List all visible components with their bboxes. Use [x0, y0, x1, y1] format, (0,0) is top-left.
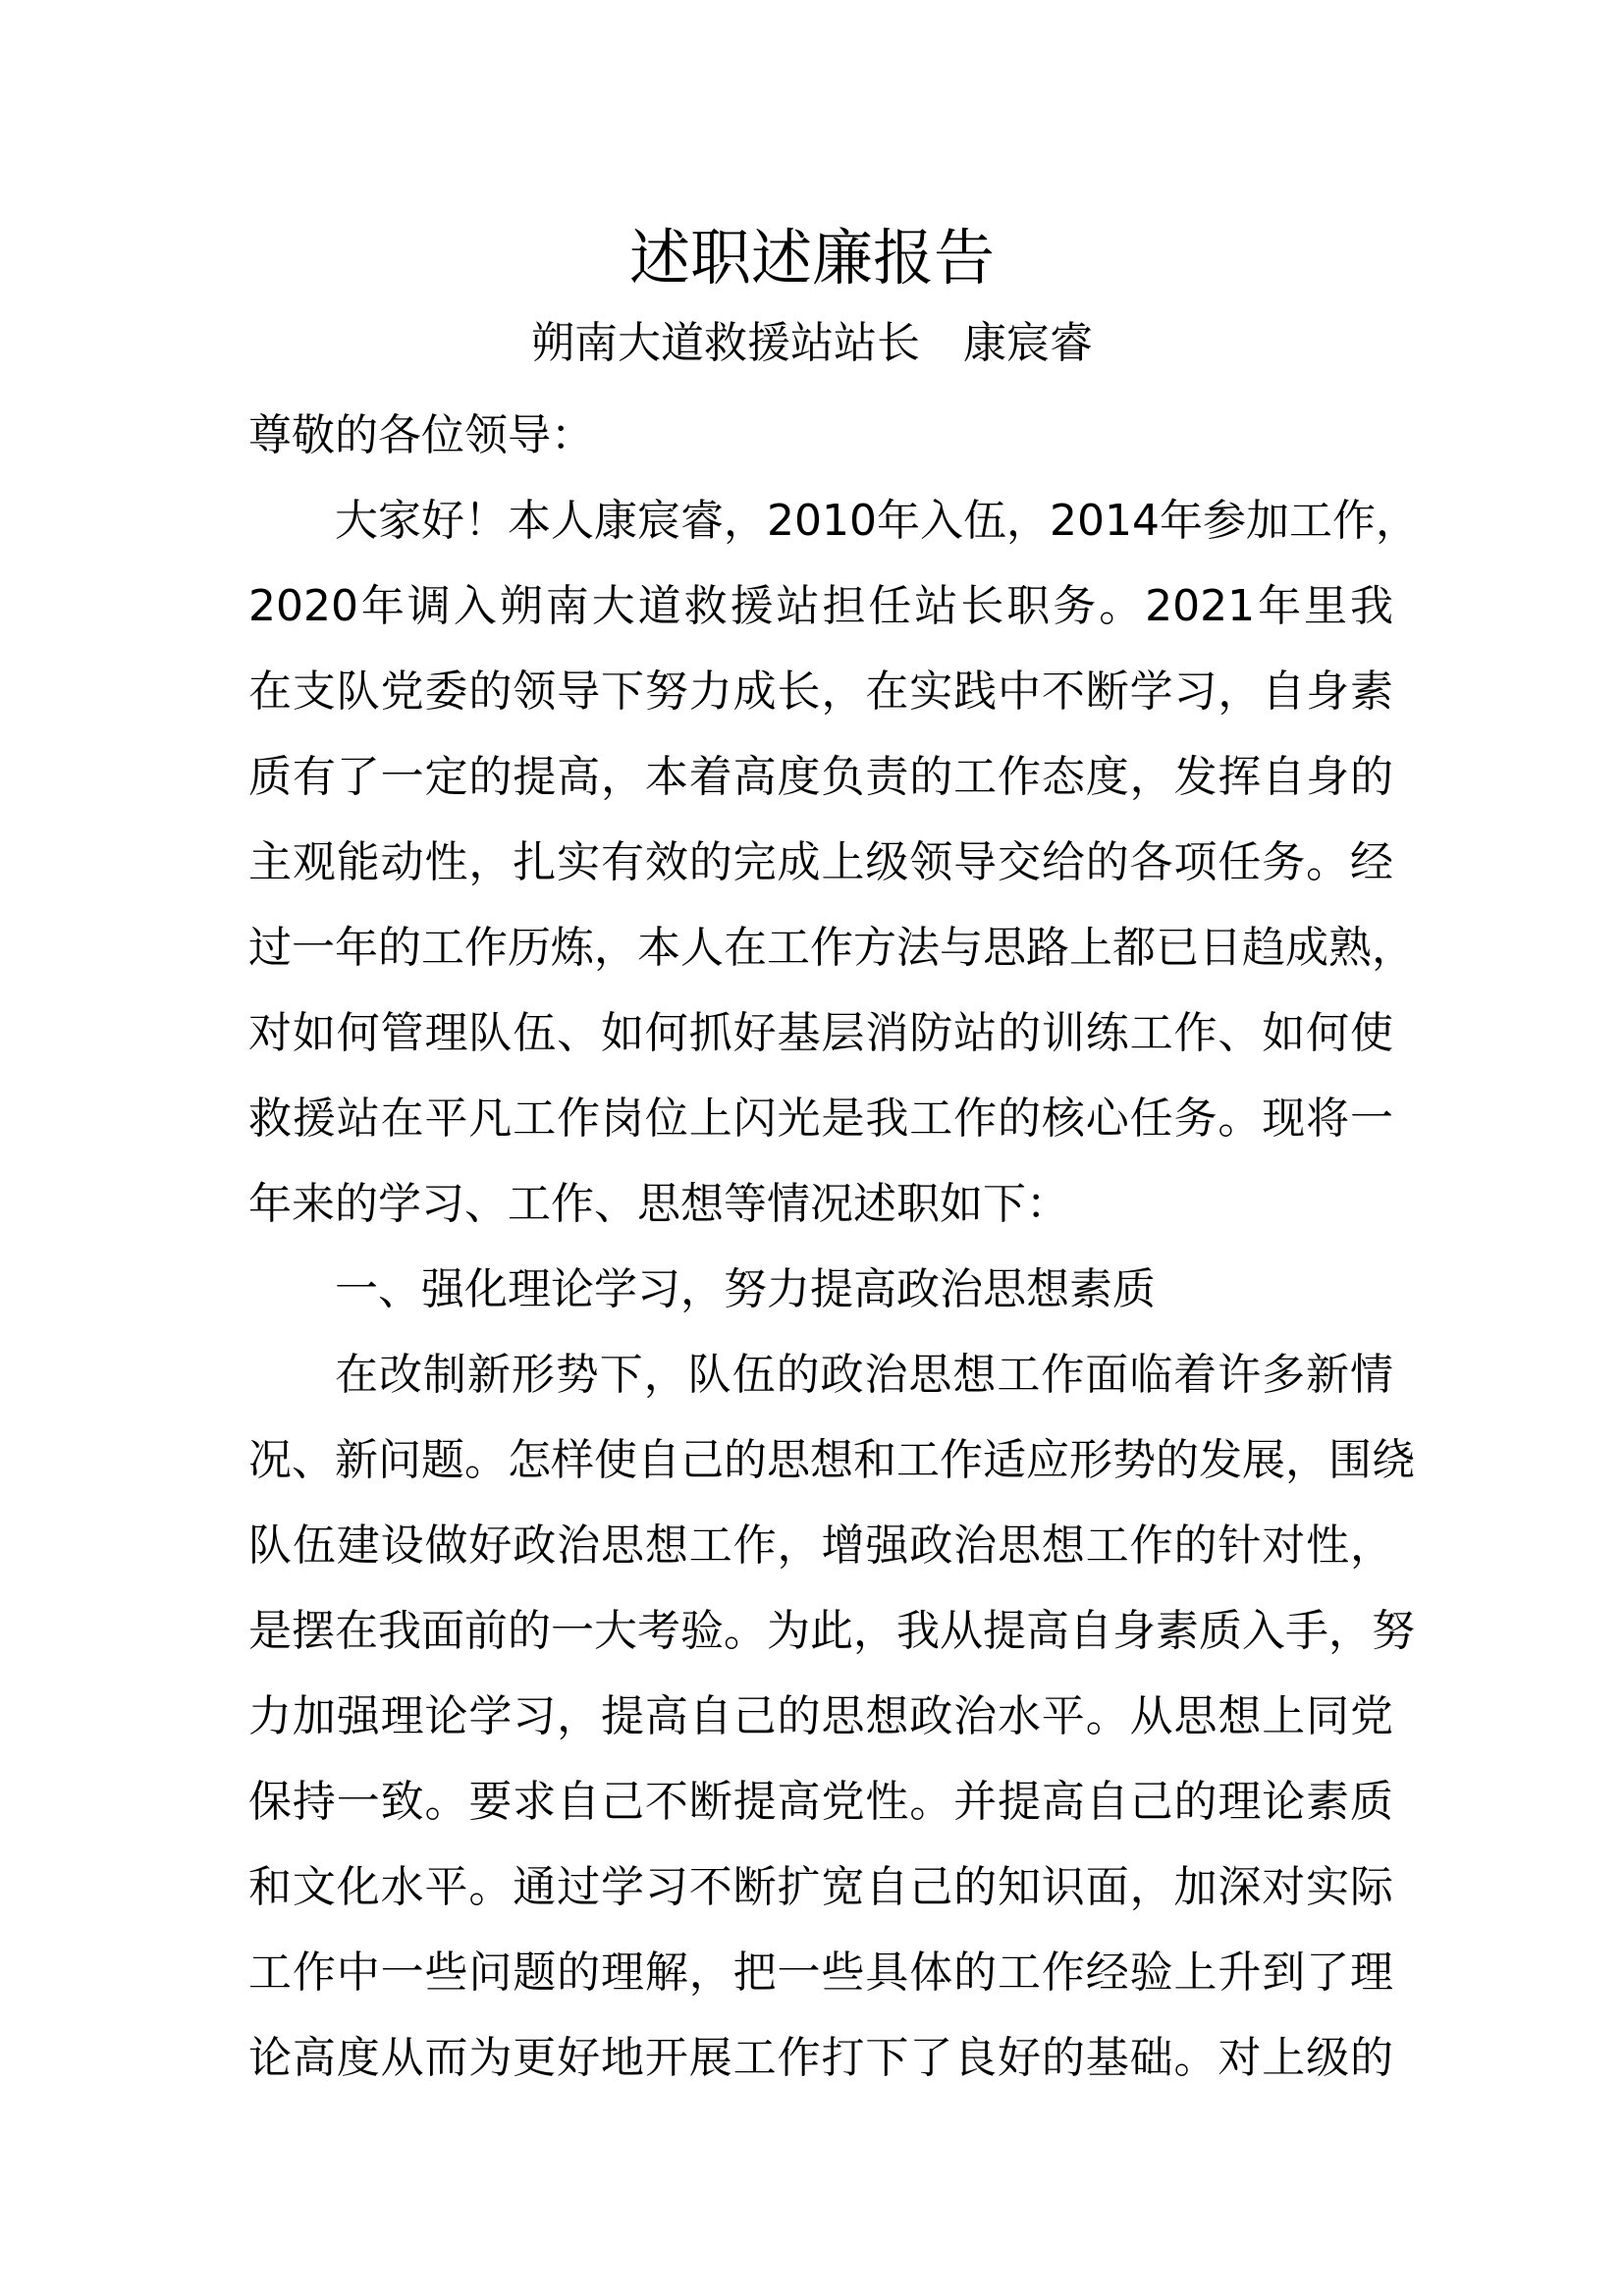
- text-line: 对如何管理队伍、如何抓好基层消防站的训练工作、如何使: [248, 1008, 1393, 1058]
- text-line: 况、新问题。怎样使自己的思想和工作适应形势的发展，围绕: [248, 1435, 1415, 1485]
- text-line: 过一年的工作历炼，本人在工作方法与思路上都已日趋成熟，: [248, 923, 1415, 973]
- section-heading: 一、强化理论学习，努力提高政治思想素质: [335, 1264, 1156, 1314]
- text-line: 力加强理论学习，提高自己的思想政治水平。从思想上同党: [248, 1691, 1393, 1741]
- document-title: 述职述廉报告: [628, 222, 995, 294]
- document-subtitle: 朔南大道救援站站长 康宸睿: [531, 318, 1093, 368]
- text-line: 尊敬的各位领导：: [248, 410, 594, 460]
- text-line: 工作中一些问题的理解，把一些具体的工作经验上升到了理: [248, 1948, 1393, 1998]
- text-line: 2020年调入朔南大道救援站担任站长职务。2021年里我: [248, 581, 1393, 631]
- text-line: 救援站在平凡工作岗位上闪光是我工作的核心任务。现将一: [248, 1094, 1393, 1144]
- text-line: 质有了一定的提高，本着高度负责的工作态度，发挥自身的: [248, 752, 1393, 802]
- text-line: 论高度从而为更好地开展工作打下了良好的基础。对上级的: [248, 2033, 1393, 2083]
- text-line: 保持一致。要求自己不断提高党性。并提高自己的理论素质: [248, 1777, 1393, 1827]
- text-line: 和文化水平。通过学习不断扩宽自己的知识面，加深对实际: [248, 1862, 1393, 1912]
- text-line: 大家好！本人康宸睿，2010年入伍，2014年参加工作，: [335, 496, 1419, 546]
- document-body: [248, 393, 1419, 2101]
- text-line: 年来的学习、工作、思想等情况述职如下：: [248, 1179, 1069, 1229]
- text-line: 主观能动性，扎实有效的完成上级领导交给的各项任务。经: [248, 837, 1393, 887]
- text-line: 在改制新形势下，队伍的政治思想工作面临着许多新情: [335, 1350, 1393, 1400]
- text-line: 在支队党委的领导下努力成长，在实践中不断学习，自身素: [248, 667, 1393, 717]
- text-line: 是摆在我面前的一大考验。为此，我从提高自身素质入手，努: [248, 1606, 1415, 1656]
- text-line: 队伍建设做好政治思想工作，增强政治思想工作的针对性，: [248, 1521, 1393, 1571]
